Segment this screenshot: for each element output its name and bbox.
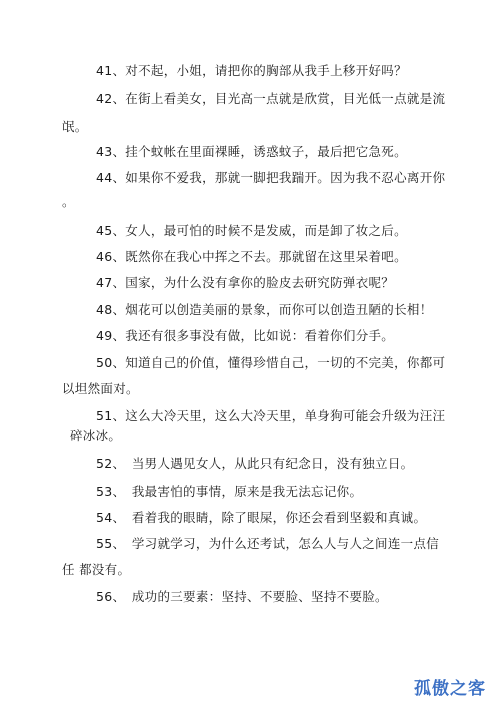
entry-line-continued: 氓。	[62, 119, 88, 134]
joke-entry-42	[62, 88, 446, 138]
entry-line: 50、知道自己的价值，懂得珍惜自己，一切的不完美，你都可	[96, 355, 446, 370]
entry-line-continued: 碎冰冰。	[70, 428, 122, 443]
entry-line-continued: 任 都没有。	[62, 562, 131, 577]
entry-line: 43、挂个蚊帐在里面裸睡，诱惑蚊子，最后把它急死。	[96, 144, 407, 159]
entry-line-continued: 。	[62, 194, 75, 209]
entry-line: 51、这么大冷天里，这么大冷天里，单身狗可能会升级为汪汪	[96, 408, 446, 423]
entry-line: 41、对不起，小姐，请把你的胸部从我手上移开好吗？	[96, 63, 407, 78]
joke-entry-51	[70, 405, 446, 447]
joke-entry-48	[96, 299, 433, 321]
entry-line: 56、 成功的三要素：坚持、不要脸、坚持不要脸。	[96, 589, 388, 604]
joke-entry-45	[96, 220, 407, 242]
entry-line: 54、 看着我的眼睛，除了眼屎，你还会看到坚毅和真诚。	[96, 510, 427, 525]
entry-line: 44、如果你不爱我，那就一脚把我踹开。因为我不忍心离开你	[96, 170, 446, 185]
joke-entry-49	[96, 325, 396, 347]
entry-line: 47、国家，为什么没有拿你的脸皮去研究防弹衣呢？	[96, 275, 395, 290]
entry-line: 42、在街上看美女，目光高一点就是欣赏，目光低一点就是流	[96, 91, 446, 106]
joke-entry-47	[96, 272, 396, 294]
joke-entry-55	[62, 533, 440, 581]
entry-line: 48、烟花可以创造美丽的景象，而你可以创造丑陋的长相！	[96, 302, 433, 317]
entry-line: 49、我还有很多事没有做，比如说：看着你们分手。	[96, 328, 395, 343]
joke-entry-56	[96, 586, 396, 608]
entry-line: 55、 学习就学习，为什么还考试，怎么人与人之间连一点信	[96, 536, 440, 551]
watermark-logo: 孤傲之客	[414, 679, 486, 699]
entry-line: 46、既然你在我心中挥之不去。那就留在这里呆着吧。	[96, 249, 407, 264]
joke-entry-52	[96, 453, 414, 475]
joke-entry-50	[62, 352, 446, 400]
joke-entry-44	[62, 167, 446, 213]
joke-entry-41	[96, 60, 407, 82]
joke-entry-43	[96, 141, 407, 163]
entry-line: 53、 我最害怕的事情，原来是我无法忘记你。	[96, 484, 363, 499]
joke-entry-46	[96, 246, 407, 268]
entry-line: 45、女人，最可怕的时候不是发威，而是卸了妆之后。	[96, 223, 407, 238]
entry-line: 52、 当男人遇见女人，从此只有纪念日，没有独立日。	[96, 456, 414, 471]
joke-entry-54	[96, 507, 427, 529]
joke-entry-53	[96, 481, 396, 503]
entry-line-continued: 以坦然面对。	[62, 381, 139, 396]
